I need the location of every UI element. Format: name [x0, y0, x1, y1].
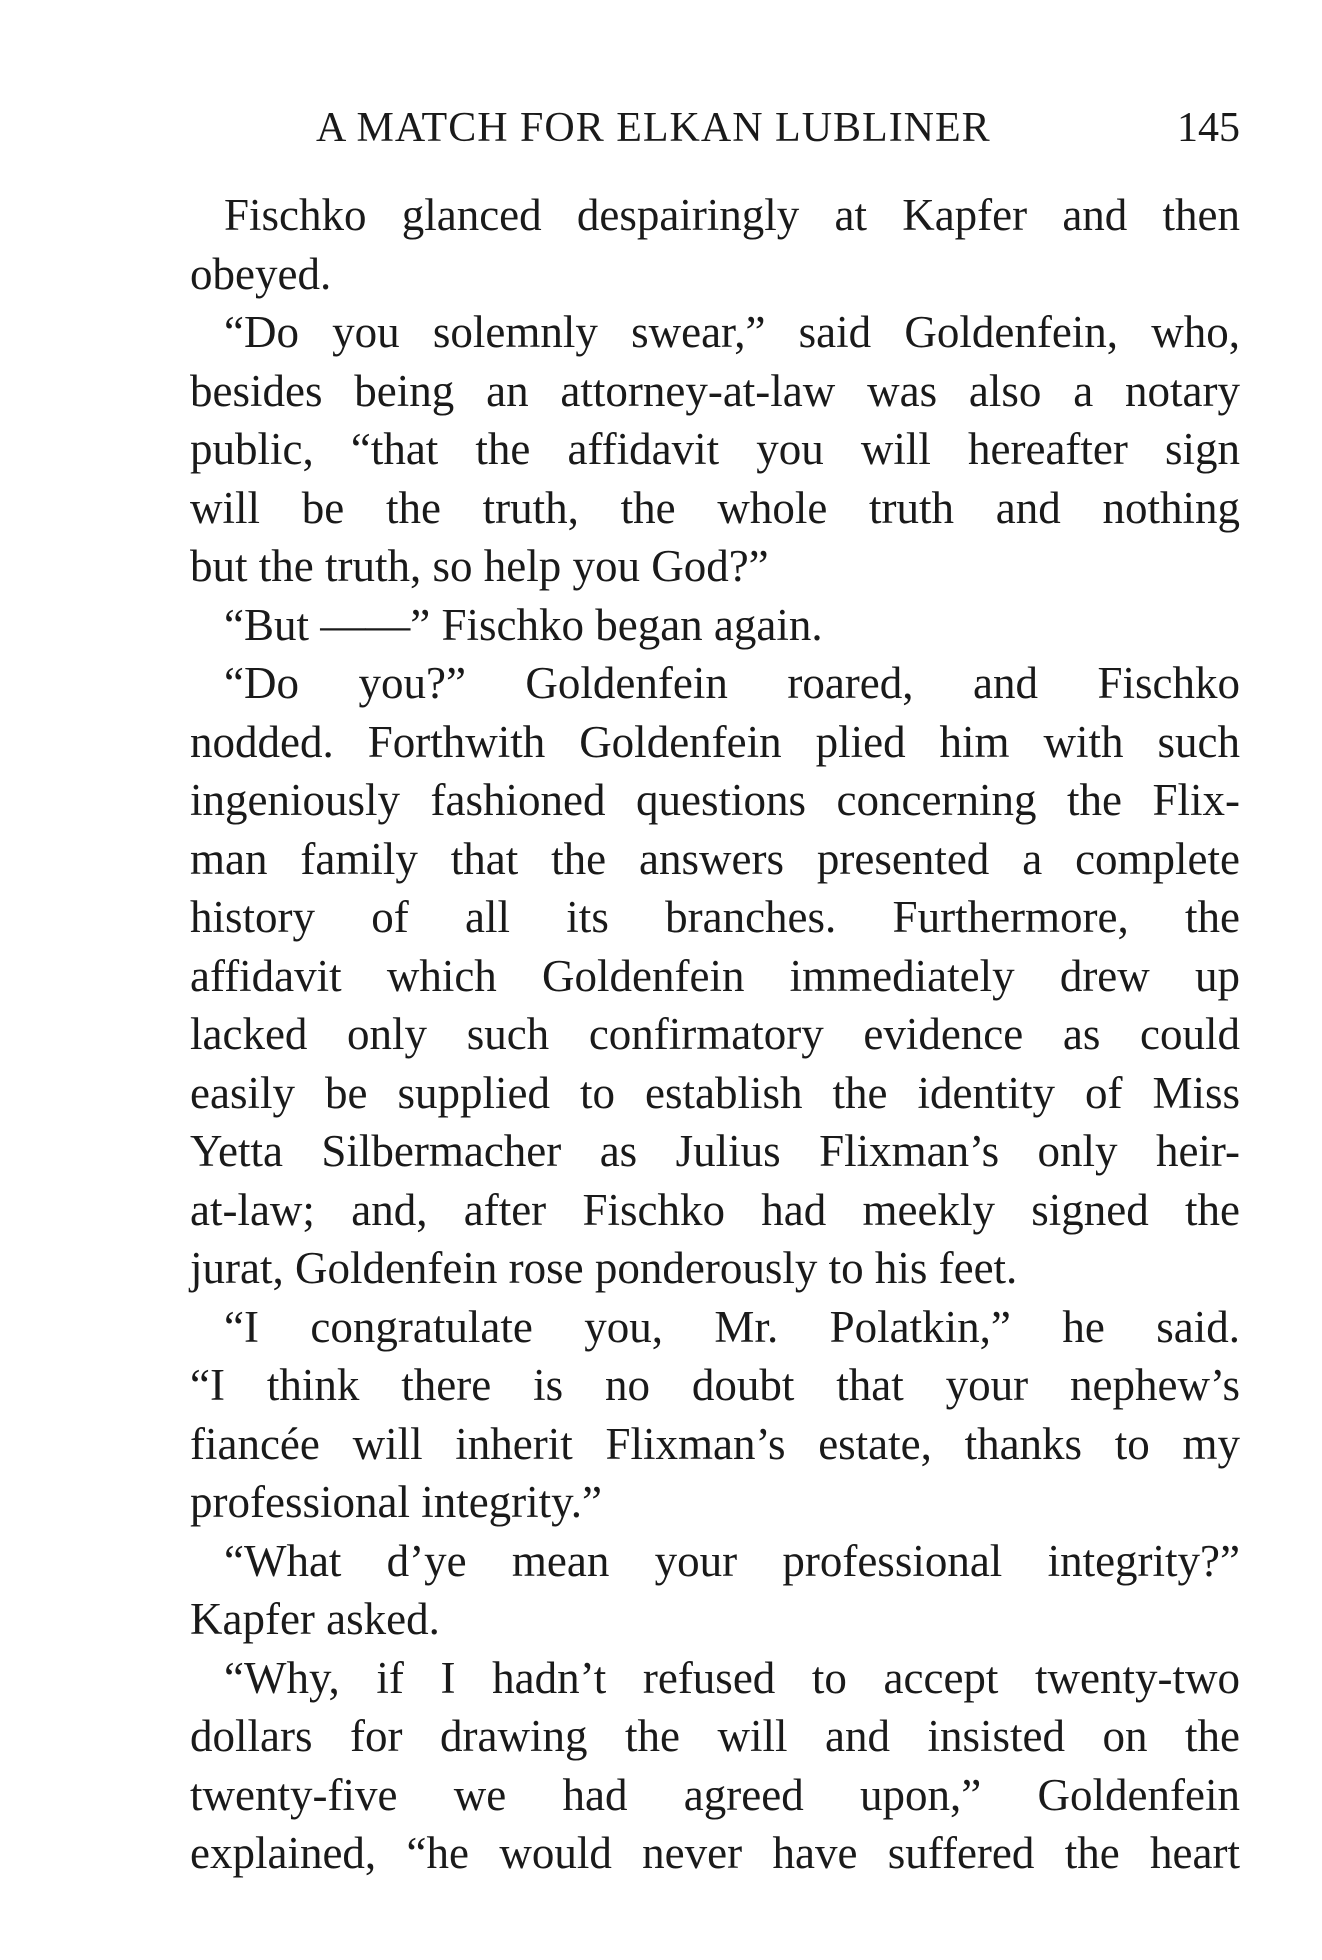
text-line: but the truth, so help you God?” — [190, 541, 769, 591]
text-line: “But ——” Fischko began again. — [224, 599, 823, 650]
text-line: “Do you solemnly swear,” said Goldenfein, who, — [224, 307, 1240, 357]
text-line: explained, “he would never have suffered the heart — [190, 1828, 1240, 1878]
text-line: “Do you?” Goldenfein roared, and Fischko — [224, 658, 1240, 708]
text-line: Yetta Silbermacher as Julius Flixman’s only heir- — [190, 1126, 1240, 1176]
text-line: Fischko glanced despairingly at Kapfer and then — [224, 190, 1240, 240]
text-line: will be the truth, the whole truth and nothing — [190, 482, 1240, 533]
text-line: dollars for drawing the will and insisted on the — [190, 1711, 1240, 1761]
text-line: besides being an attorney-at-law was also a notary — [190, 365, 1240, 416]
text-line: “I congratulate you, Mr. Polatkin,” he said. — [224, 1301, 1240, 1352]
text-line: Kapfer asked. — [190, 1594, 440, 1644]
text-line: lacked only such confirmatory evidence as could — [190, 1009, 1240, 1059]
text-line: fiancée will inherit Flixman’s estate, thanks to my — [190, 1418, 1240, 1469]
running-head — [190, 104, 1240, 164]
text-line: nodded. Forthwith Goldenfein plied him with such — [190, 716, 1240, 767]
text-line: history of all its branches. Furthermore, the — [190, 892, 1240, 942]
text-line: twenty-five we had agreed upon,” Goldenfein — [190, 1769, 1240, 1820]
body-text — [190, 186, 1240, 1883]
page-number: 145 — [1177, 105, 1240, 151]
text-line: “I think there is no doubt that your nephew’s — [190, 1360, 1240, 1410]
text-line: easily be supplied to establish the identity of Miss — [190, 1067, 1240, 1118]
text-line: “Why, if I hadn’t refused to accept twenty-two — [224, 1652, 1240, 1703]
text-line: obeyed. — [190, 248, 332, 299]
text-line: at-law; and, after Fischko had meekly signed the — [190, 1184, 1240, 1235]
text-line: ingeniously fashioned questions concerning the Flix- — [190, 775, 1240, 825]
text-line: affidavit which Goldenfein immediately drew up — [190, 950, 1240, 1001]
running-title: A MATCH FOR ELKAN LUBLINER — [316, 105, 991, 151]
text-line: jurat, Goldenfein rose ponderously to his feet. — [190, 1243, 1018, 1293]
text-line: public, “that the affidavit you will hereafter sign — [190, 424, 1240, 474]
text-line: “What d’ye mean your professional integrity?” — [224, 1535, 1240, 1586]
text-line: man family that the answers presented a complete — [190, 833, 1240, 884]
text-line: professional integrity.” — [190, 1477, 602, 1527]
